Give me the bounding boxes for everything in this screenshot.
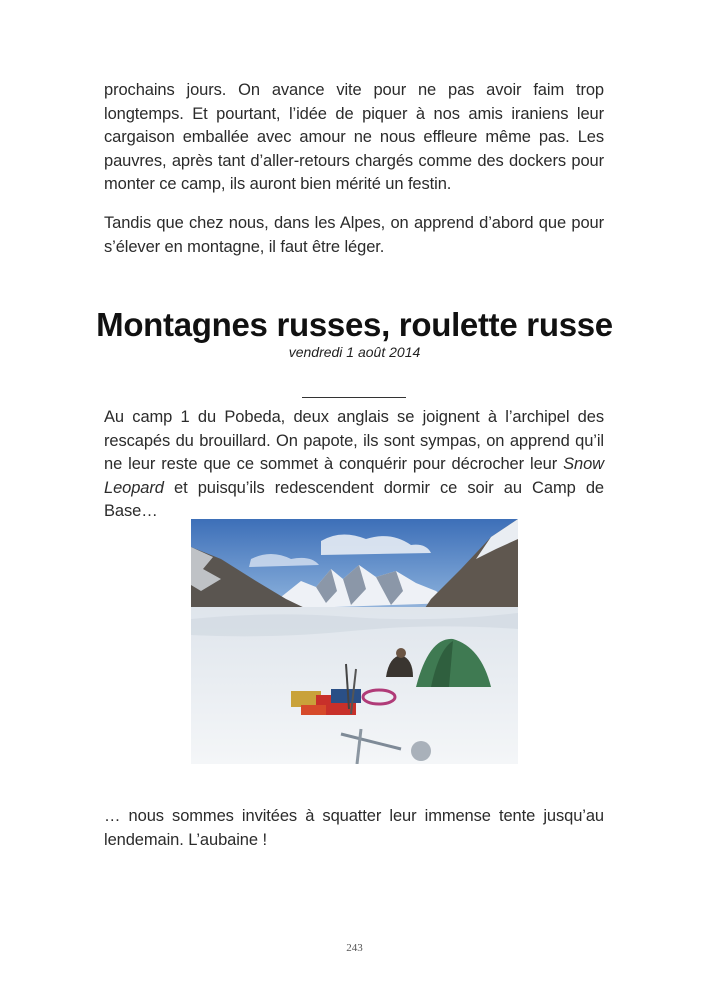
climber-head	[396, 648, 406, 658]
page-number: 243	[346, 942, 363, 954]
glacier-camp-photo	[191, 519, 518, 764]
paragraph-camp1	[104, 406, 604, 524]
paragraph-intro: prochains jours. On avance vite pour ne pas avoir faim trop longtemps. Et pourtant, l’idée de piquer à nos amis iraniens leur cargaison emballée avec amour ne nous effleure même pas. Les pauvres, après tant d’aller-retours chargés comme des dockers pour monter ce camp, ils auront bien mérité un festin.	[104, 81, 604, 193]
paragraph-alps: Tandis que chez nous, dans les Alpes, on apprend d’abord que pour s’élever en montagne, il faut être léger.	[104, 214, 604, 256]
paragraph-camp1-italic: Snow Leopard	[104, 455, 604, 497]
paragraph-camp1-text-a: Au camp 1 du Pobeda, deux anglais se joignent à l’archipel des rescapés du brouillard. On papote, ils sont sympas, on apprend qu’il ne leur reste que ce sommet à conquérir pour décrocher leur	[104, 408, 604, 473]
section-date: vendredi 1 août 2014	[288, 344, 421, 360]
section-divider	[302, 397, 406, 398]
paragraph-invitation: … nous sommes invitées à squatter leur immense tente jusqu’au lendemain. L’aubaine !	[104, 807, 604, 849]
section-title: Montagnes russes, roulette russe	[96, 306, 613, 343]
paragraph-camp1-text-b: et puisqu’ils redescendent dormir ce soir au Camp de Base…	[104, 478, 604, 520]
